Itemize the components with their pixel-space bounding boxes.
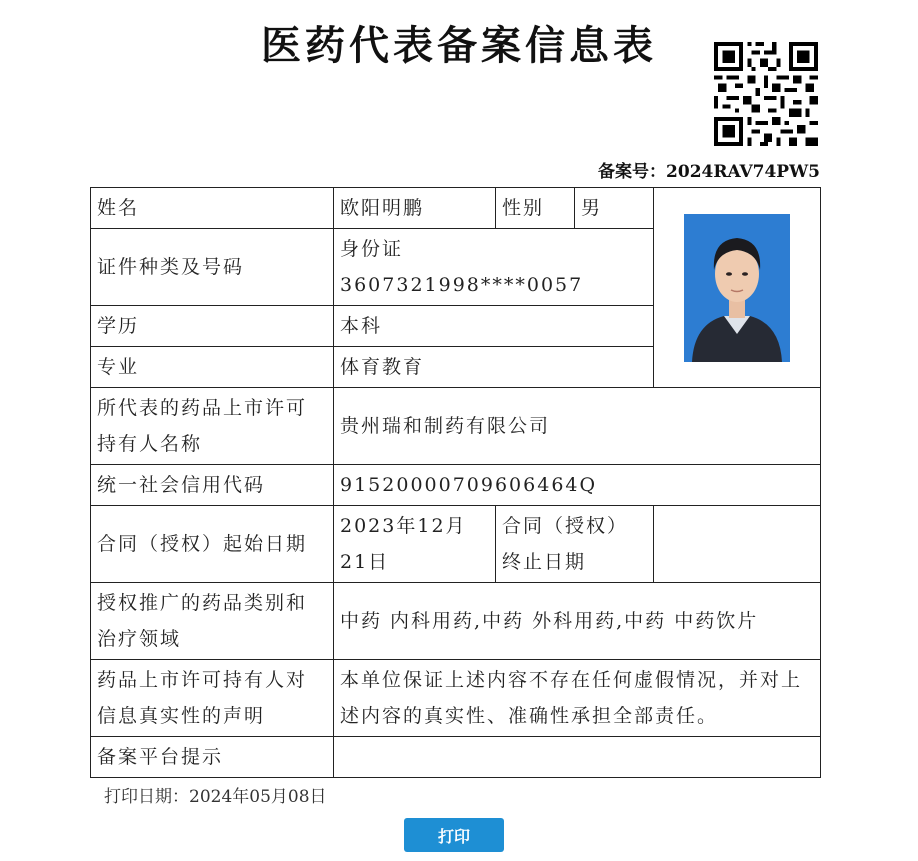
- id-label: 证件种类及号码: [91, 229, 334, 306]
- record-number: [598, 157, 820, 182]
- platform-hint-value: [334, 737, 821, 778]
- declaration-label: 药品上市许可持有人对信息真实性的声明: [91, 660, 334, 737]
- holder-label: 所代表的药品上市许可持有人名称: [91, 388, 334, 465]
- platform-hint-label: 备案平台提示: [91, 737, 334, 778]
- category-value: 中药 内科用药,中药 外科用药,中药 中药饮片: [334, 583, 821, 660]
- credit-code-value: 91520000709606464Q: [334, 465, 821, 506]
- page-title: 医药代表备案信息表: [261, 22, 657, 69]
- print-date-label: 打印日期：: [104, 787, 189, 807]
- photo-cell: [654, 188, 821, 388]
- category-label: 授权推广的药品类别和治疗领域: [91, 583, 334, 660]
- contract-start-label: 合同（授权）起始日期: [91, 506, 334, 583]
- name-value: 欧阳明鹏: [334, 188, 496, 229]
- record-number-value: 2024RAV74PW5: [666, 162, 820, 182]
- info-table: [90, 187, 821, 778]
- qr-code-icon: [714, 42, 818, 146]
- holder-value: 贵州瑞和制药有限公司: [334, 388, 821, 465]
- gender-label: 性别: [496, 188, 575, 229]
- record-number-label: 备案号：: [598, 162, 667, 182]
- print-date: [104, 782, 327, 807]
- major-value: 体育教育: [334, 347, 654, 388]
- id-value: 身份证 3607321998****0057: [334, 229, 654, 306]
- education-label: 学历: [91, 306, 334, 347]
- print-date-value: 2024年05月08日: [189, 787, 327, 807]
- major-label: 专业: [91, 347, 334, 388]
- gender-value: 男: [575, 188, 654, 229]
- portrait-photo-icon: [684, 214, 790, 362]
- declaration-value: 本单位保证上述内容不存在任何虚假情况，并对上述内容的真实性、准确性承担全部责任。: [334, 660, 821, 737]
- name-label: 姓名: [91, 188, 334, 229]
- education-value: 本科: [334, 306, 654, 347]
- contract-end-value: [654, 506, 821, 583]
- contract-end-label: 合同（授权）终止日期: [496, 506, 654, 583]
- credit-code-label: 统一社会信用代码: [91, 465, 334, 506]
- contract-start-value: 2023年12月21日: [334, 506, 496, 583]
- print-button[interactable]: 打印: [404, 818, 504, 852]
